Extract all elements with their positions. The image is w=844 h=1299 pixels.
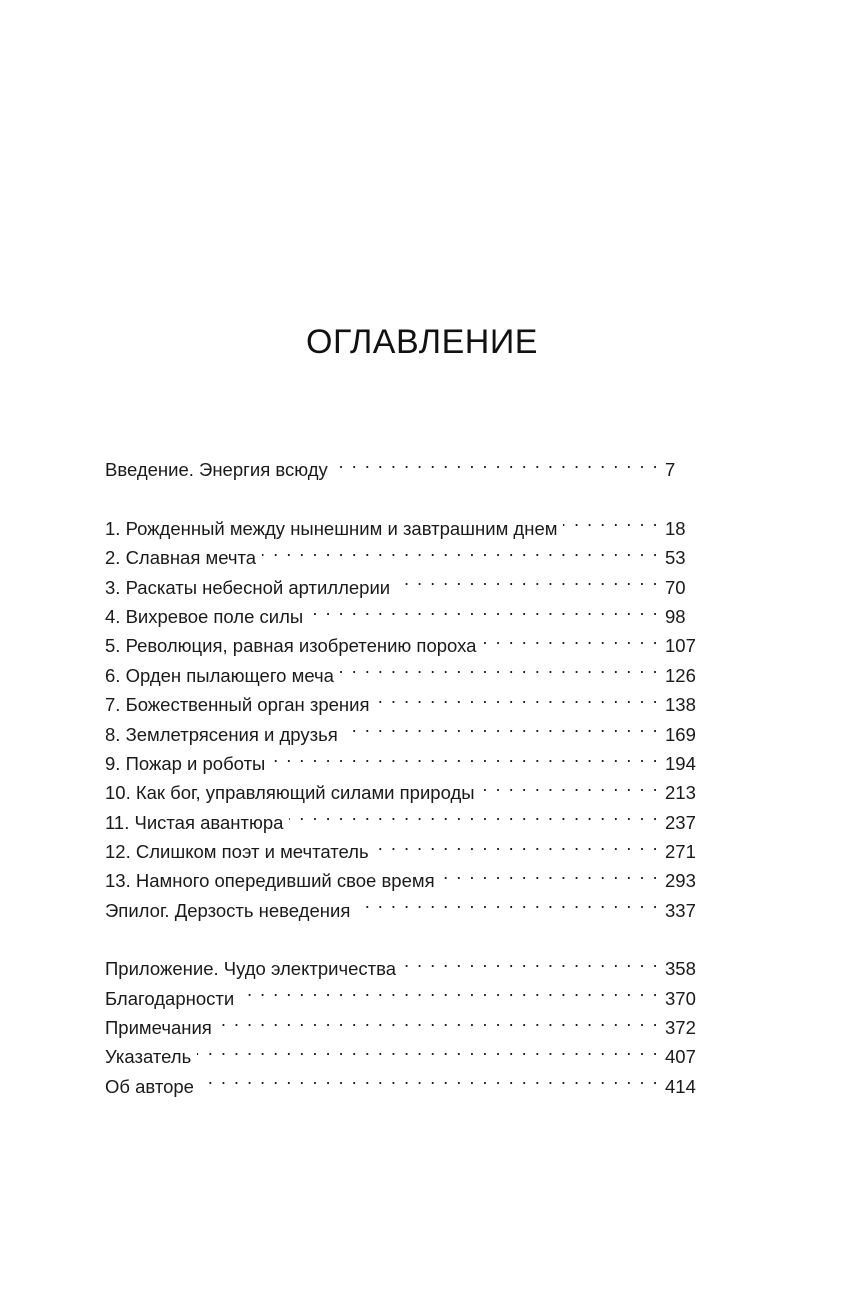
- toc-group-chapters: [105, 505, 701, 921]
- toc-entry-title: 10. Как бог, управляющий силами природы: [105, 782, 475, 804]
- toc-dot-leader: [240, 975, 659, 1004]
- page-title: ОГЛАВЛЕНИЕ: [306, 323, 538, 361]
- toc-entry-page-number: 70: [665, 576, 686, 598]
- toc-dot-leader: [218, 1005, 659, 1034]
- toc-dot-leader: [481, 770, 659, 799]
- toc-entry-title: Введение. Энергия всюду: [105, 459, 328, 481]
- toc-entry-title: 6. Орден пылающего меча: [105, 664, 334, 686]
- toc-entry-page-number: 7: [665, 459, 676, 481]
- toc-entry-title: 7. Божественный орган зрения: [105, 694, 370, 716]
- toc-dot-leader: [271, 741, 659, 770]
- toc-group-intro: [105, 447, 701, 481]
- toc-entry-title: Об авторе: [105, 1075, 194, 1097]
- toc-entry-page-number: 107: [665, 635, 696, 657]
- toc-entry-title: 9. Пожар и роботы: [105, 752, 266, 774]
- toc-dot-leader: [344, 711, 659, 740]
- toc-dot-leader: [262, 535, 659, 564]
- toc-entry-page-number: 169: [665, 723, 696, 745]
- toc-dot-leader: [375, 829, 659, 858]
- toc-dot-leader: [197, 1034, 659, 1063]
- toc-dot-leader: [200, 1063, 659, 1092]
- toc-dot-leader: [309, 594, 659, 623]
- toc-entry-title: 13. Намного опередивший свое время: [105, 870, 435, 892]
- toc-entry-page-number: 237: [665, 811, 696, 833]
- toc-entry-title: 3. Раскаты небесной артиллерии: [105, 576, 391, 598]
- toc-entry-page-number: 293: [665, 870, 696, 892]
- toc-entry-title: 4. Вихревое поле силы: [105, 605, 304, 627]
- toc-entry-title: Примечания: [105, 1017, 212, 1039]
- toc-entry[interactable]: [105, 1063, 701, 1097]
- toc-entry-page-number: 407: [665, 1046, 696, 1068]
- toc-dot-leader: [375, 682, 659, 711]
- toc-entry-title: 2. Славная мечта: [105, 547, 257, 569]
- toc-entry-page-number: 18: [665, 517, 686, 539]
- toc-entry-page-number: 98: [665, 605, 686, 627]
- toc-entry-page-number: 126: [665, 664, 696, 686]
- toc-entry[interactable]: [105, 946, 701, 980]
- toc-entry-title: 1. Рожденный между нынешним и завтрашним днем: [105, 517, 558, 539]
- toc-entry-page-number: 358: [665, 958, 696, 980]
- toc-entry-page-number: 337: [665, 899, 696, 921]
- toc-entry-page-number: 271: [665, 841, 696, 863]
- toc-entry-page-number: 372: [665, 1017, 696, 1039]
- toc-entry-page-number: 53: [665, 547, 686, 569]
- toc-entry-title: 8. Землетрясения и друзья: [105, 723, 338, 745]
- toc-entry-title: Указатель: [105, 1046, 192, 1068]
- toc-entry-title: 5. Революция, равная изобретению пороха: [105, 635, 477, 657]
- toc-entry-page-number: 138: [665, 694, 696, 716]
- toc-dot-leader: [356, 887, 659, 916]
- toc-dot-leader: [396, 564, 659, 593]
- toc-entry-page-number: 414: [665, 1075, 696, 1097]
- toc-entry-title: Эпилог. Дерзость неведения: [105, 899, 351, 921]
- toc-entry-title: Благодарности: [105, 987, 235, 1009]
- toc-entry-page-number: 194: [665, 752, 696, 774]
- toc-entry-page-number: 213: [665, 782, 696, 804]
- toc-group-appendix: [105, 946, 701, 1097]
- toc-dot-leader: [340, 652, 659, 681]
- toc-dot-leader: [289, 799, 659, 828]
- toc-dot-leader: [334, 447, 659, 476]
- toc-entry[interactable]: [105, 447, 701, 481]
- toc-dot-leader: [441, 858, 659, 887]
- toc-entry-page-number: 370: [665, 987, 696, 1009]
- toc-dot-leader: [482, 623, 659, 652]
- toc-entry-title: 12. Слишком поэт и мечтатель: [105, 841, 369, 863]
- toc-dot-leader: [563, 505, 659, 534]
- toc-entry-title: 11. Чистая авантюра: [105, 811, 284, 833]
- toc-entry-title: Приложение. Чудо электричества: [105, 958, 397, 980]
- toc-entry[interactable]: [105, 505, 701, 539]
- table-of-contents: [105, 447, 701, 1097]
- toc-dot-leader: [402, 946, 659, 975]
